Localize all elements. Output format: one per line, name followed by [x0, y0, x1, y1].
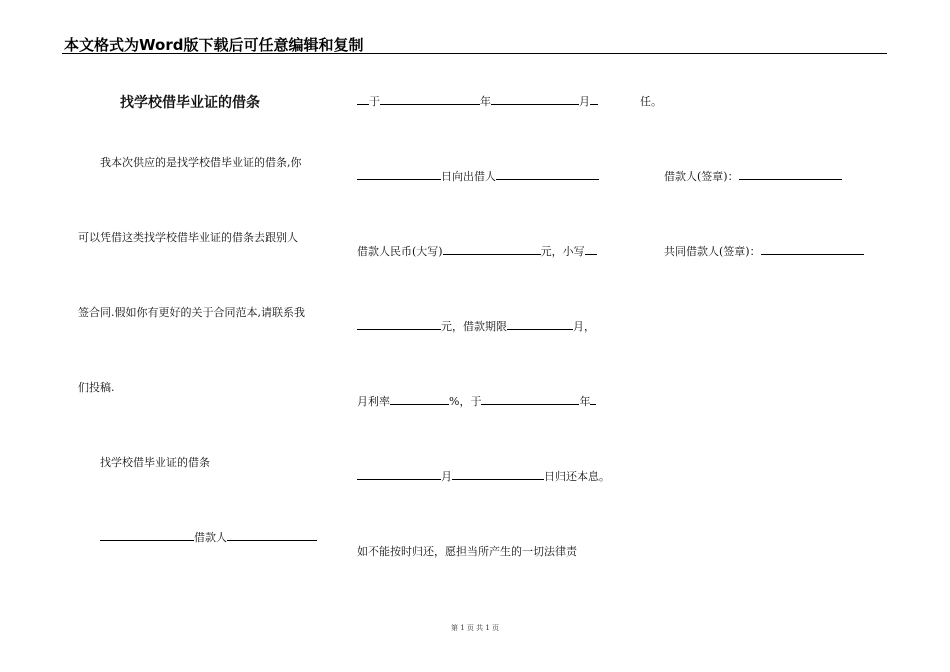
borrower-sign-line — [664, 168, 842, 184]
document-title: 找学校借毕业证的借条 — [120, 95, 260, 111]
co-borrower-sign-label: 共同借款人(签章)： — [664, 245, 761, 258]
text-nian: 年 — [480, 95, 491, 108]
blank-field[interactable] — [491, 94, 579, 105]
header-title: 本文格式为Word版下载后可任意编辑和复制 — [64, 36, 364, 54]
text-percent-yu: %，于 — [449, 395, 482, 408]
intro-line-2: 可以凭借这类找学校借毕业证的借条去跟别人 — [78, 231, 298, 244]
intro-line-4: 们投稿. — [78, 381, 115, 394]
blank-field[interactable] — [481, 394, 579, 405]
text-monthly-rate: 月利率 — [357, 395, 390, 408]
rate-line — [357, 393, 596, 409]
text-ri-to-lender: 日向出借人 — [441, 170, 496, 183]
blank-field[interactable] — [590, 94, 598, 105]
blank-field[interactable] — [380, 94, 480, 105]
intro-line-1: 我本次供应的是找学校借毕业证的借条,你 — [100, 156, 302, 169]
blank-field[interactable] — [357, 319, 441, 330]
date-line — [357, 93, 598, 109]
signature-field[interactable] — [739, 169, 842, 180]
text-yuan-lower: 元，小写 — [540, 245, 585, 258]
text-month: 月， — [573, 320, 595, 333]
clause-end: 任。 — [640, 95, 662, 108]
amount-line — [357, 243, 597, 259]
blank-field[interactable] — [390, 394, 449, 405]
blank-field[interactable] — [357, 469, 441, 480]
co-borrower-sign-line — [664, 243, 864, 259]
lender-line — [357, 168, 599, 184]
text-rmb-upper: 借款人民币(大写) — [357, 245, 443, 258]
text-ri-repay: 日归还本息。 — [544, 470, 610, 483]
header-divider — [62, 53, 887, 54]
text-yue: 月 — [441, 470, 452, 483]
blank-field[interactable] — [496, 169, 599, 180]
blank-field[interactable] — [100, 530, 194, 541]
text-nian: 年 — [579, 395, 591, 408]
blank-field[interactable] — [357, 94, 369, 105]
blank-field[interactable] — [507, 319, 573, 330]
blank-field[interactable] — [227, 530, 317, 541]
blank-field[interactable] — [590, 394, 596, 405]
intro-line-3: 签合同.假如你有更好的关于合同范本,请联系我 — [78, 306, 305, 319]
text-yue: 月 — [579, 95, 590, 108]
term-line — [357, 318, 595, 334]
borrower-line — [100, 529, 317, 545]
blank-field[interactable] — [357, 169, 441, 180]
blank-field[interactable] — [585, 244, 597, 255]
blank-field[interactable] — [443, 244, 541, 255]
page-footer: 第 1 页 共 1 页 — [450, 624, 500, 632]
blank-field[interactable] — [452, 469, 544, 480]
text-yu: 于 — [369, 95, 380, 108]
borrower-label: 借款人 — [194, 531, 227, 544]
signature-field[interactable] — [761, 244, 864, 255]
text-yuan-term: 元，借款期限 — [441, 320, 507, 333]
repay-line — [357, 468, 610, 484]
default-clause: 如不能按时归还，愿担当所产生的一切法律责 — [357, 545, 577, 558]
borrower-sign-label: 借款人(签章)： — [664, 170, 739, 183]
subtitle: 找学校借毕业证的借条 — [100, 456, 210, 469]
